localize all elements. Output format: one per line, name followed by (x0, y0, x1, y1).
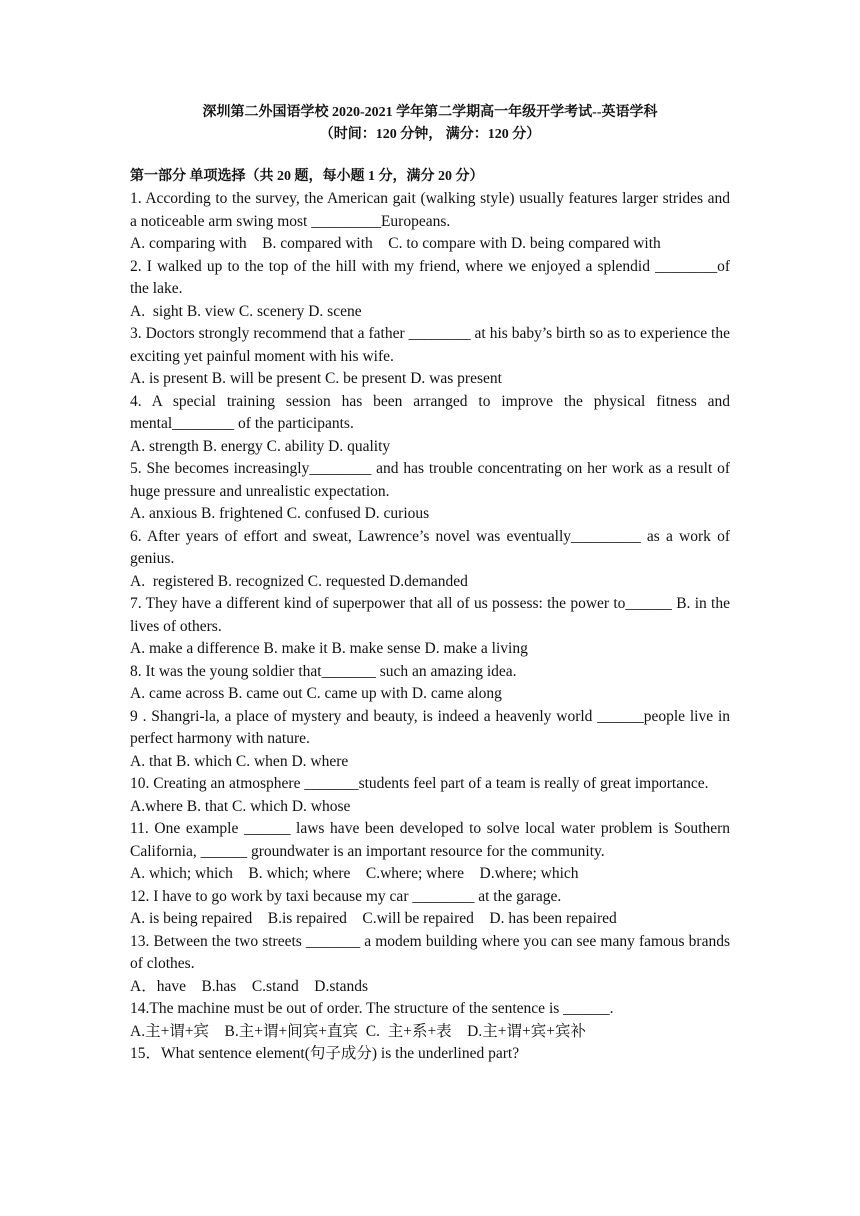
question-stem: 3. Doctors strongly recommend that a father ________ at his baby’s birth so as to experience the exciting yet painful moment with his wife. (130, 325, 730, 365)
question-stem: 5. She becomes increasingly________ and has trouble concentrating on her work as a result of huge pressure and unrealistic expectation. (130, 460, 730, 500)
question-options: A. which; which B. which; where C.where; where D.where; which (130, 865, 579, 882)
question-9 (130, 706, 730, 774)
question-options: A. anxious B. frightened C. confused D. curious (130, 505, 430, 522)
question-options: A. sight B. view C. scenery D. scene (130, 302, 362, 320)
exam-subtitle: （时间：120 分钟， 满分：120 分） (319, 127, 541, 142)
question-stem: 7. They have a different kind of superpower that all of us possess: the power to______ B. in the lives of others. (130, 595, 730, 635)
question-stem: 12. I have to go work by taxi because my car ________ at the garage. (130, 887, 562, 905)
question-options: A.where B. that C. which D. whose (130, 797, 351, 815)
question-5 (130, 458, 730, 526)
question-15 (130, 1043, 730, 1066)
question-options: A. registered B. recognized C. requested D.demanded (130, 572, 468, 590)
question-3 (130, 323, 730, 391)
question-options: A. came across B. came out C. came up with D. came along (130, 685, 502, 702)
exam-page (130, 102, 730, 1066)
question-stem: 10. Creating an atmosphere _______students feel part of a team is really of great importance. (130, 775, 709, 792)
question-stem: 14.The machine must be out of order. The structure of the sentence is ______. (130, 1000, 614, 1017)
question-stem: 15．What sentence element(句子成分) is the underlined part? (130, 1045, 520, 1062)
question-stem: 6. After years of effort and sweat, Lawrence’s novel was eventually_________ as a work of genius. (130, 527, 730, 567)
question-8 (130, 661, 730, 706)
question-options: A. is present B. will be present C. be present D. was present (130, 370, 502, 387)
question-13 (130, 931, 730, 999)
question-stem: 13. Between the two streets _______ a modem building where you can see many famous brands of clothes. (130, 932, 730, 972)
section-heading: 第一部分 单项选择（共 20 题，每小题 1 分，满分 20 分） (130, 169, 484, 184)
question-options: A. make a difference B. make it B. make sense D. make a living (130, 640, 528, 657)
question-stem: 11. One example ______ laws have been developed to solve local water problem is Southern California, ______ groundwater is an important resource for the community. (130, 820, 730, 860)
question-stem: 4. A special training session has been arranged to improve the physical fitness and mental________ of the participants. (130, 392, 730, 432)
question-options: A. is being repaired B.is repaired C.will be repaired D. has been repaired (130, 910, 617, 927)
question-options: A. comparing with B. compared with C. to compare with D. being compared with (130, 235, 661, 252)
question-stem: 9 . Shangri-la, a place of mystery and beauty, is indeed a heavenly world ______people live in perfect harmony with nature. (130, 707, 730, 747)
question-stem: 1. According to the survey, the American gait (walking style) usually features larger strides and a noticeable arm swing most _________Europeans. (130, 190, 730, 230)
question-options: A. that B. which C. when D. where (130, 752, 349, 770)
question-7 (130, 593, 730, 661)
question-10 (130, 773, 730, 818)
question-stem: 2. I walked up to the top of the hill with my friend, where we enjoyed a splendid ________of the lake. (130, 257, 730, 297)
question-1 (130, 188, 730, 256)
question-2 (130, 256, 730, 324)
question-11 (130, 818, 730, 886)
question-options: A.主+谓+宾 B.主+谓+间宾+直宾 C. 主+系+表 D.主+谓+宾+宾补 (130, 1022, 586, 1040)
question-options: A．have B.has C.stand D.stands (130, 977, 369, 995)
question-14 (130, 998, 730, 1043)
question-6 (130, 526, 730, 594)
exam-title: 深圳第二外国语学校 2020-2021 学年第二学期高一年级开学考试--英语学科 (202, 105, 658, 120)
question-12 (130, 886, 730, 931)
question-4 (130, 391, 730, 459)
question-stem: 8. It was the young soldier that_______ such an amazing idea. (130, 662, 517, 680)
question-options: A. strength B. energy C. ability D. quality (130, 437, 391, 455)
